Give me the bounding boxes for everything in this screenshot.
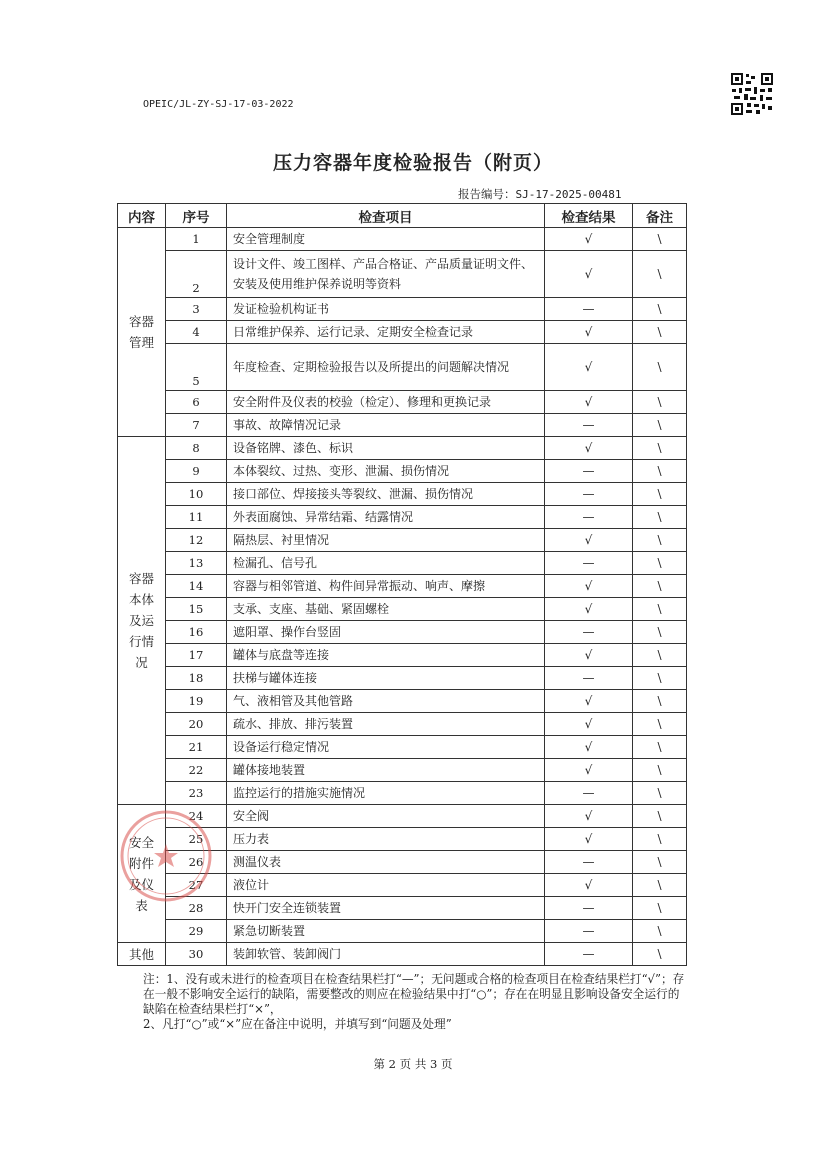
remark: \: [633, 437, 687, 460]
check-result: √: [545, 575, 633, 598]
remark: \: [633, 529, 687, 552]
check-item: 安全附件及仪表的校验（检定）、修理和更换记录: [227, 391, 545, 414]
row-number: 15: [166, 598, 227, 621]
check-result: √: [545, 736, 633, 759]
check-result: √: [545, 598, 633, 621]
check-item: 扶梯与罐体连接: [227, 667, 545, 690]
check-result: —: [545, 460, 633, 483]
check-item: 隔热层、衬里情况: [227, 529, 545, 552]
row-number: 2: [166, 251, 227, 298]
row-number: 12: [166, 529, 227, 552]
remark: \: [633, 575, 687, 598]
row-number: 8: [166, 437, 227, 460]
check-item: 紧急切断装置: [227, 920, 545, 943]
check-result: —: [545, 414, 633, 437]
row-number: 30: [166, 943, 227, 966]
table-row: [118, 483, 687, 506]
table-row: [118, 414, 687, 437]
check-result: √: [545, 391, 633, 414]
check-result: —: [545, 483, 633, 506]
check-result: —: [545, 552, 633, 575]
report-number: [458, 186, 621, 202]
table-row: [118, 644, 687, 667]
row-number: 22: [166, 759, 227, 782]
row-number: 29: [166, 920, 227, 943]
row-number: 25: [166, 828, 227, 851]
row-number: 6: [166, 391, 227, 414]
check-item: 快开门安全连锁装置: [227, 897, 545, 920]
row-number: 7: [166, 414, 227, 437]
check-item: 事故、故障情况记录: [227, 414, 545, 437]
remark: \: [633, 736, 687, 759]
check-item: 设计文件、竣工图样、产品合格证、产品质量证明文件、安装及使用维护保养说明等资料: [227, 251, 545, 298]
remark: \: [633, 483, 687, 506]
row-number: 13: [166, 552, 227, 575]
remark: \: [633, 782, 687, 805]
row-number: 23: [166, 782, 227, 805]
check-result: √: [545, 437, 633, 460]
remark: \: [633, 251, 687, 298]
table-row: [118, 344, 687, 391]
check-item: 外表面腐蚀、异常结霜、结露情况: [227, 506, 545, 529]
check-result: —: [545, 506, 633, 529]
remark: \: [633, 828, 687, 851]
row-number: 4: [166, 321, 227, 344]
remark: \: [633, 920, 687, 943]
check-item: 本体裂纹、过热、变形、泄漏、损伤情况: [227, 460, 545, 483]
row-number: 20: [166, 713, 227, 736]
remark: \: [633, 391, 687, 414]
check-result: √: [545, 344, 633, 391]
check-result: √: [545, 759, 633, 782]
check-item: 容器与相邻管道、构件间异常振动、响声、摩擦: [227, 575, 545, 598]
remark: \: [633, 460, 687, 483]
column-header: 检查结果: [545, 204, 633, 228]
check-result: √: [545, 713, 633, 736]
report-number-label: 报告编号：: [458, 187, 516, 201]
check-item: 罐体与底盘等连接: [227, 644, 545, 667]
row-number: 14: [166, 575, 227, 598]
check-result: —: [545, 782, 633, 805]
report-number-value: SJ-17-2025-00481: [515, 188, 622, 201]
remark: \: [633, 690, 687, 713]
remark: \: [633, 759, 687, 782]
row-number: 11: [166, 506, 227, 529]
remark: \: [633, 621, 687, 644]
check-item: 年度检查、定期检验报告以及所提出的问题解决情况: [227, 344, 545, 391]
document-code: OPEIC/JL-ZY-SJ-17-03-2022: [143, 99, 294, 110]
check-result: —: [545, 920, 633, 943]
remark: \: [633, 598, 687, 621]
group-cell-safety-accessories: 安全 附件 及仪 表: [118, 805, 166, 943]
row-number: 9: [166, 460, 227, 483]
table-row: [118, 506, 687, 529]
remark: \: [633, 344, 687, 391]
remark: \: [633, 552, 687, 575]
check-result: —: [545, 298, 633, 321]
remark: \: [633, 506, 687, 529]
check-result: √: [545, 321, 633, 344]
check-item: 测温仪表: [227, 851, 545, 874]
remark: \: [633, 298, 687, 321]
group-cell-container-management: 容器 管理: [118, 228, 166, 437]
row-number: 1: [166, 228, 227, 251]
check-item: 装卸软管、装卸阀门: [227, 943, 545, 966]
table-row: [118, 321, 687, 344]
remark: \: [633, 667, 687, 690]
row-number: 16: [166, 621, 227, 644]
check-item: 压力表: [227, 828, 545, 851]
notes-block: [143, 972, 688, 1032]
check-item: 安全管理制度: [227, 228, 545, 251]
check-result: —: [545, 943, 633, 966]
table-row: [118, 251, 687, 298]
row-number: 18: [166, 667, 227, 690]
check-item: 罐体接地装置: [227, 759, 545, 782]
check-result: √: [545, 690, 633, 713]
check-item: 气、液相管及其他管路: [227, 690, 545, 713]
remark: \: [633, 228, 687, 251]
check-item: 遮阳罩、操作台竖固: [227, 621, 545, 644]
check-item: 液位计: [227, 874, 545, 897]
check-item: 支承、支座、基础、紧固螺栓: [227, 598, 545, 621]
remark: \: [633, 874, 687, 897]
check-result: √: [545, 828, 633, 851]
check-result: —: [545, 667, 633, 690]
table-row: [118, 529, 687, 552]
column-header: 序号: [166, 204, 227, 228]
row-number: 26: [166, 851, 227, 874]
row-number: 24: [166, 805, 227, 828]
table-row: [118, 552, 687, 575]
remark: \: [633, 897, 687, 920]
column-header: 备注: [633, 204, 687, 228]
check-result: √: [545, 251, 633, 298]
table-row: [118, 667, 687, 690]
remark: \: [633, 644, 687, 667]
check-item: 日常维护保养、运行记录、定期安全检查记录: [227, 321, 545, 344]
remark: \: [633, 851, 687, 874]
column-header: 检查项目: [227, 204, 545, 228]
group-cell-vessel-body: 容器 本体 及运 行情 况: [118, 437, 166, 805]
table-row: [118, 690, 687, 713]
check-item: 接口部位、焊接接头等裂纹、泄漏、损伤情况: [227, 483, 545, 506]
check-item: 监控运行的措施实施情况: [227, 782, 545, 805]
group-cell-other: 其他: [118, 943, 166, 966]
table-row: [118, 598, 687, 621]
report-title: 压力容器年度检验报告（附页）: [272, 152, 553, 174]
qr-code-icon: [730, 72, 774, 116]
check-result: √: [545, 228, 633, 251]
table-row: [118, 228, 687, 251]
table-row: [118, 943, 687, 966]
page-footer: 第 2 页 共 3 页: [373, 1057, 453, 1071]
row-number: 21: [166, 736, 227, 759]
check-item: 安全阀: [227, 805, 545, 828]
table-header-row: [118, 204, 687, 228]
column-header: 内容: [118, 204, 166, 228]
check-item: 疏水、排放、排污装置: [227, 713, 545, 736]
check-item: 发证检验机构证书: [227, 298, 545, 321]
check-item: 设备运行稳定情况: [227, 736, 545, 759]
table-row: [118, 759, 687, 782]
table-row: [118, 437, 687, 460]
official-seal-icon: [118, 808, 214, 904]
remark: \: [633, 805, 687, 828]
table-row: [118, 298, 687, 321]
row-number: 19: [166, 690, 227, 713]
remark: \: [633, 414, 687, 437]
remark: \: [633, 321, 687, 344]
check-result: √: [545, 805, 633, 828]
check-result: √: [545, 644, 633, 667]
row-number: 17: [166, 644, 227, 667]
note-line: 注：1、没有或未进行的检查项目在检查结果栏打“—”；无问题或合格的检查项目在检查结果栏打“√”；存在一般不影响安全运行的缺陷，需要整改的则应在检验结果中打“○”；存在在明显且影响设备安全运行的缺陷在检查结果栏打“×”，: [143, 972, 685, 1016]
check-result: √: [545, 529, 633, 552]
table-row: [118, 736, 687, 759]
row-number: 27: [166, 874, 227, 897]
remark: \: [633, 713, 687, 736]
row-number: 3: [166, 298, 227, 321]
table-row: [118, 460, 687, 483]
check-item: 设备铭牌、漆色、标识: [227, 437, 545, 460]
row-number: 28: [166, 897, 227, 920]
table-row: [118, 391, 687, 414]
check-result: —: [545, 621, 633, 644]
check-result: —: [545, 897, 633, 920]
remark: \: [633, 943, 687, 966]
row-number: 10: [166, 483, 227, 506]
table-row: [118, 621, 687, 644]
check-result: √: [545, 874, 633, 897]
row-number: 5: [166, 344, 227, 391]
table-row: [118, 782, 687, 805]
check-result: —: [545, 851, 633, 874]
table-row: [118, 713, 687, 736]
check-item: 检漏孔、信号孔: [227, 552, 545, 575]
table-row: [118, 575, 687, 598]
note-line: 2、凡打“○”或“×”应在备注中说明，并填写到“问题及处理”: [143, 1017, 452, 1031]
table-row: [118, 920, 687, 943]
